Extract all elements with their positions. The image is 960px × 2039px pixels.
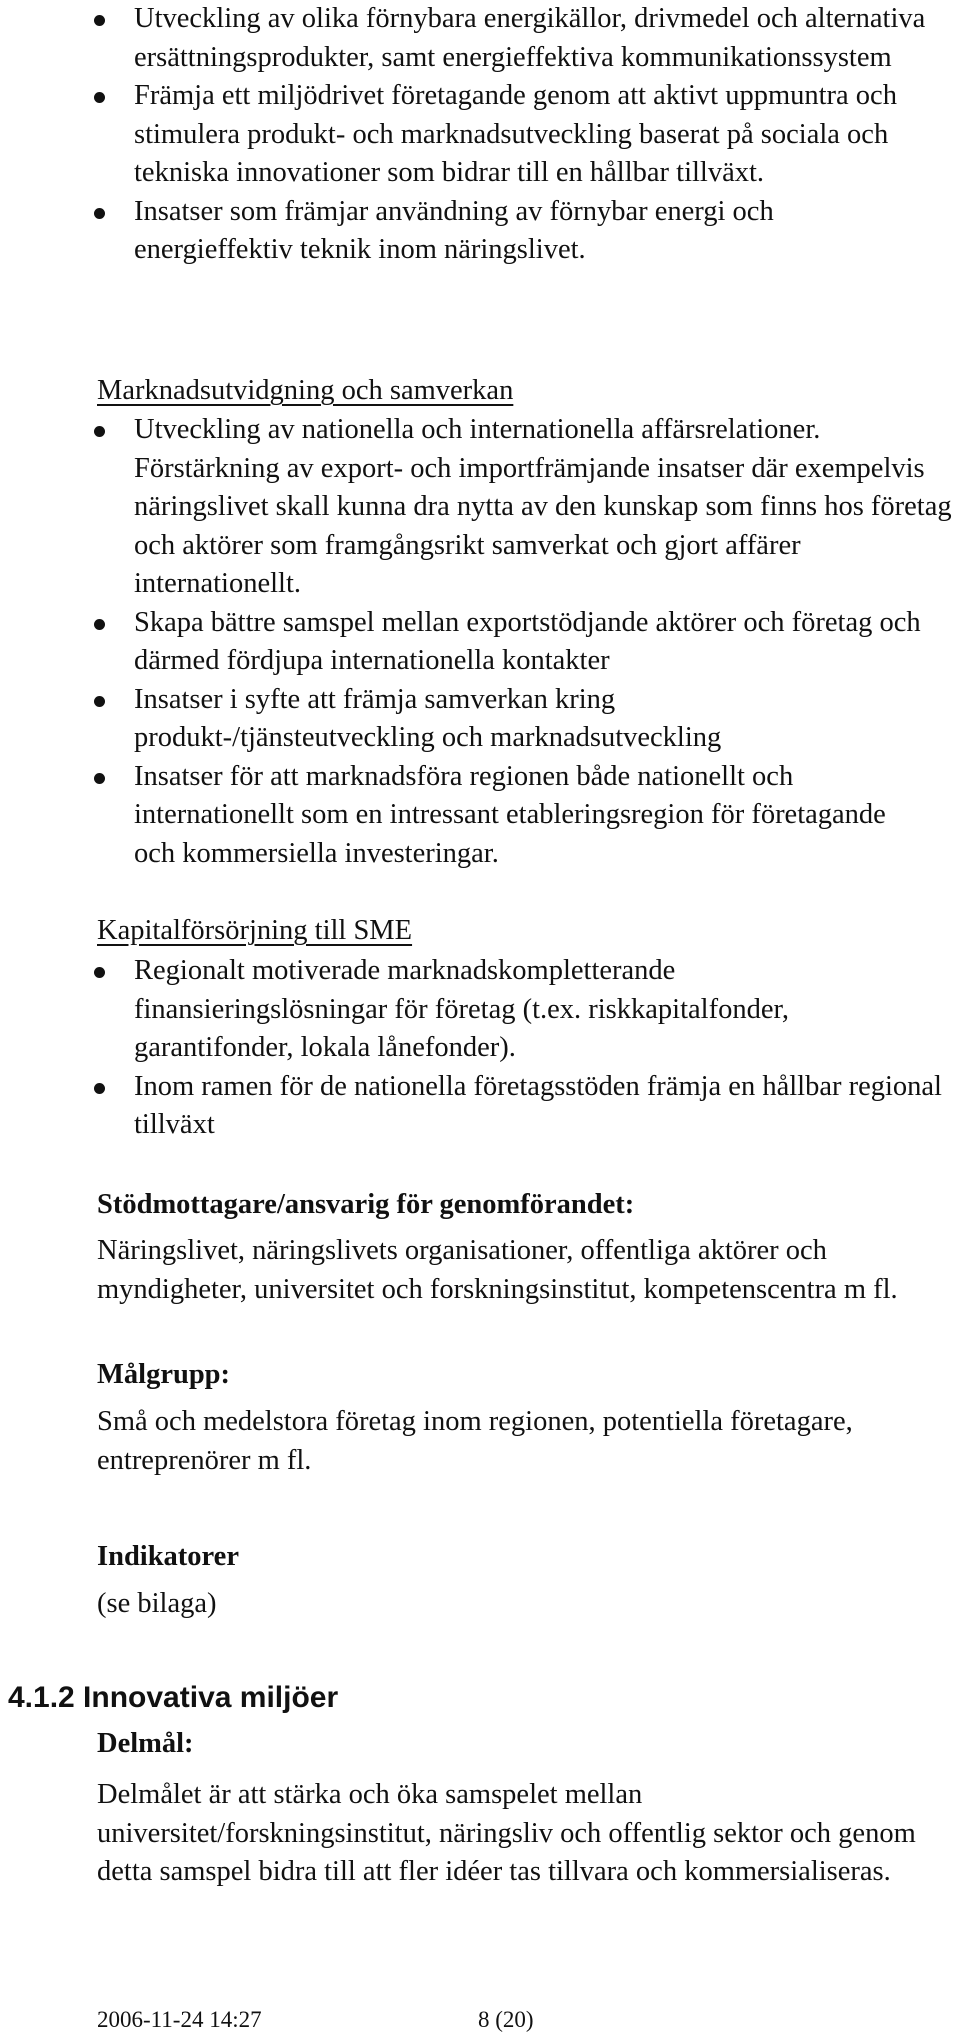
list-item: Insatser för att marknadsföra regionen både nationellt och internationellt som en intressant etableringsregion för företagande och kommersiella investeringar. <box>0 758 934 874</box>
bullet-icon <box>94 1083 105 1094</box>
delmal-text: Delmålet är att stärka och öka samspelet mellan universitet/forskningsinstitut, näringsliv och offentlig sektor och genom detta samspel bidra till att fler idéer tas tillvara och kommersialiseras. <box>97 1779 916 1887</box>
malgrupp-heading: Målgrupp: <box>97 1359 231 1390</box>
energy-bullet-list <box>0 0 960 270</box>
section-heading-4-1-2: 4.1.2 Innovativa miljöer <box>8 1681 339 1714</box>
list-item: Insatser i syfte att främja samverkan kring produkt-/tjänsteutveckling och marknadsutveckling <box>0 681 834 758</box>
footer-page-number: 8 (20) <box>478 2007 534 2032</box>
kapital-bullet-list <box>0 952 960 1145</box>
list-item: Regionalt motiverade marknadskompletterande finansieringslösningar för företag (t.ex. riskkapitalfonder, garantifonder, lokala lånefonder). <box>0 952 934 1068</box>
list-item: Utveckling av olika förnybara energikällor, drivmedel och alternativa ersättningsprodukter, samt energieffektiva kommunikationssystem <box>0 0 960 77</box>
bullet-icon <box>94 967 105 978</box>
list-item: Utveckling av nationella och internationella affärsrelationer. Förstärkning av export- och importfrämjande insatser där exempelvis näringslivet skall kunna dra nytta av den kunskap som finns hos företag och aktörer som framgångsrikt samverkat och gjort affärer internationellt. <box>0 411 960 604</box>
bullet-icon <box>94 773 105 784</box>
list-item: Främja ett miljödrivet företagande genom att aktivt uppmuntra och stimulera produkt- och marknadsutveckling baserat på sociala och tekniska innovationer som bidrar till en hållbar tillväxt. <box>0 77 960 193</box>
indikatorer-heading: Indikatorer <box>97 1541 239 1572</box>
section-heading-kapitalforsorjning: Kapitalförsörjning till SME <box>97 915 413 946</box>
bullet-icon <box>94 15 105 26</box>
bullet-icon <box>94 426 105 437</box>
list-item: Insatser som främjar användning av förnybar energi och energieffektiv teknik inom näringslivet. <box>0 193 894 270</box>
list-item: Skapa bättre samspel mellan exportstödjande aktörer och företag och därmed fördjupa internationella kontakter <box>0 604 954 681</box>
bullet-icon <box>94 92 105 103</box>
marknad-bullet-list <box>0 411 960 873</box>
bullet-icon <box>94 696 105 707</box>
stodmottagare-heading: Stödmottagare/ansvarig för genomförandet: <box>97 1189 635 1220</box>
stodmottagare-text: Näringslivet, näringslivets organisationer, offentliga aktörer och myndigheter, universitet och forskningsinstitut, kompetenscentra m fl. <box>97 1235 898 1305</box>
footer-datetime: 2006-11-24 14:27 <box>97 2007 262 2032</box>
bullet-icon <box>94 208 105 219</box>
bullet-icon <box>94 619 105 630</box>
malgrupp-text: Små och medelstora företag inom regionen, potentiella företagare, entreprenörer m fl. <box>97 1406 853 1476</box>
indikatorer-text: (se bilaga) <box>97 1588 217 1619</box>
delmal-heading: Delmål: <box>97 1728 194 1759</box>
section-heading-marknadsutvidgning: Marknadsutvidgning och samverkan <box>97 375 514 406</box>
list-item: Inom ramen för de nationella företagsstöden främja en hållbar regional tillväxt <box>0 1068 960 1145</box>
